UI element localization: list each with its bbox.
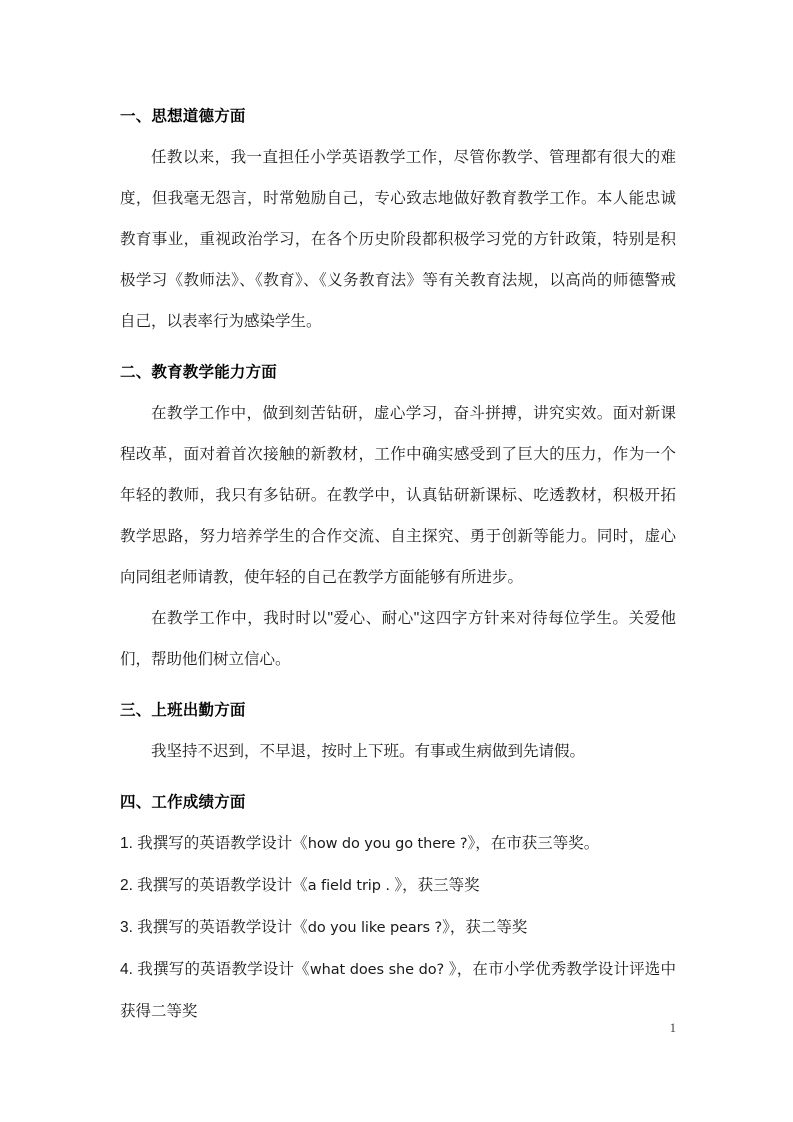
section-heading-1: 一、思想道德方面 (120, 108, 246, 125)
achievement-item (120, 823, 676, 865)
page-number: 1 (669, 1021, 676, 1035)
achievement-number: 2. (120, 877, 133, 894)
achievement-number: 1. (120, 835, 133, 852)
achievement-title: a field trip . (307, 878, 395, 894)
document-body (120, 96, 676, 1032)
section-1-paragraph-1: 任教以来，我一直担任小学英语教学工作，尽管你教学、管理都有很大的难度，但我毫无怨言，时常勉励自己，专心致志地做好教育教学工作。本人能忠诚教育事业，重视政治学习，在各个历史阶段都积极学习党的方针政策，特别是积极学习《教师法》、《教育》、《义务教育法》等有关教育法规，以高尚的师德警戒自己，以表率行为感染学生。 (120, 149, 676, 330)
achievement-suffix: 》，获二等奖 (442, 919, 528, 936)
achievement-item (120, 865, 676, 907)
achievement-number: 4. (120, 961, 133, 978)
section-heading-2: 二、教育教学能力方面 (120, 364, 278, 381)
achievement-item (120, 907, 676, 949)
achievement-suffix: 》，在市小学优秀教学设计评选中获得二等奖 (120, 961, 676, 1020)
achievement-suffix: 》，在市获三等奖。 (467, 835, 600, 852)
section-2-paragraph-2: 在教学工作中，我时时以"爱心、耐心"这四字方针来对待每位学生。关爱他们，帮助他们树立信心。 (120, 610, 676, 668)
section-3-paragraph-1: 我坚持不迟到，不早退，按时上下班。有事或生病做到先请假。 (151, 743, 586, 760)
achievement-prefix: 我撰写的英语教学设计《 (137, 919, 308, 936)
section-heading-3: 三、上班出勤方面 (120, 702, 246, 719)
achievement-prefix: 我撰写的英语教学设计《 (137, 835, 308, 852)
achievement-title: how do you go there ? (307, 836, 468, 852)
achievement-item (120, 949, 676, 1032)
achievement-title: what does she do? (309, 962, 449, 978)
section-2-paragraph-1: 在教学工作中，做到刻苦钻研，虚心学习，奋斗拼搏，讲究实效。面对新课程改革，面对着首次接触的新教材，工作中确实感受到了巨大的压力，作为一个年轻的教师，我只有多钻研。在教学中，认真钻研新课标、吃透教材，积极开拓教学思路，努力培养学生的合作交流、自主探究、勇于创新等能力。同时，虚心向同组老师请教，使年轻的自己在教学方面能够有所进步。 (120, 405, 676, 586)
achievement-number: 3. (120, 919, 133, 936)
achievement-title: do you like pears ? (307, 920, 443, 936)
section-heading-4: 四、工作成绩方面 (120, 794, 246, 811)
achievement-suffix: 》，获三等奖 (394, 877, 480, 894)
achievement-prefix: 我撰写的英语教学设计《 (137, 877, 308, 894)
achievement-prefix: 我撰写的英语教学设计《 (137, 961, 310, 978)
